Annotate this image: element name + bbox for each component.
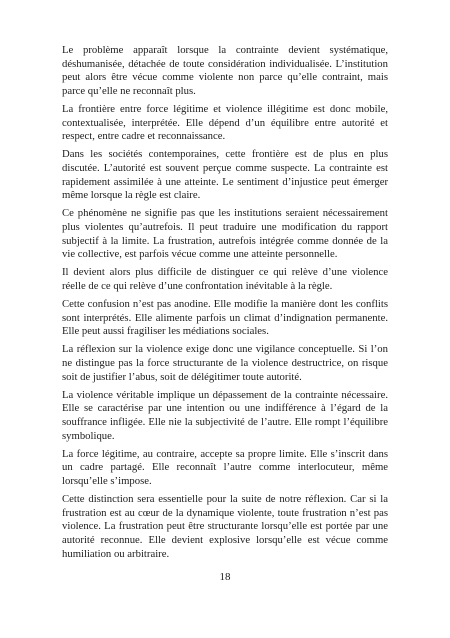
paragraph-7: La réflexion sur la violence exige donc une vigilance conceptuelle. Si l’on ne distingue pas la force structurante de la violence destructrice, on risque soit de justifier l’abus, soit de délégitimer toute autorité.: [62, 343, 388, 383]
page-number: 18: [219, 571, 231, 583]
paragraph-8: La violence véritable implique un dépassement de la contrainte nécessaire. Elle se caractérise par une intention ou une indifférence à l’égard de la souffrance infligée. Elle nie la subjectivité de l’autre. Elle rompt l’équilibre symbolique.: [62, 388, 388, 442]
paragraph-6: Cette confusion n’est pas anodine. Elle modifie la manière dont les conflits sont interprétés. Elle alimente parfois un climat d’indignation permanente. Elle peut aussi fragiliser les médiations sociales.: [62, 298, 388, 338]
paragraph-9: La force légitime, au contraire, accepte sa propre limite. Elle s’inscrit dans un cadre partagé. Elle reconnaît l’autre comme interlocuteur, même lorsqu’elle s’impose.: [62, 447, 388, 487]
paragraph-5: Il devient alors plus difficile de distinguer ce qui relève d’une violence réelle de ce qui relève d’une confrontation inévitable à la règle.: [62, 266, 388, 292]
paragraph-2: La frontière entre force légitime et violence illégitime est donc mobile, contextualisée, interprétée. Elle dépend d’un équilibre entre autorité et respect, entre cadre et reconnaissance.: [62, 102, 388, 143]
page-body: [62, 44, 388, 566]
paragraph-4: Ce phénomène ne signifie pas que les institutions seraient nécessairement plus violentes qu’autrefois. Il peut traduire une modification du rapport subjectif à la limite. La frustration, autrefois intégrée comme donnée de la vie collective, est parfois vécue comme une atteinte personnelle.: [62, 207, 388, 261]
paragraph-1: Le problème apparaît lorsque la contrainte devient systématique, déshumanisée, détachée de toute considération individualisée. L’institution peut alors être vécue comme violente non parce qu’elle contraint, mais parce qu’elle ne reconnaît plus.: [62, 44, 388, 97]
paragraph-10: Cette distinction sera essentielle pour la suite de notre réflexion. Car si la frustration est au cœur de la dynamique violente, toute frustration n’est pas violence. La frustration peut être structurante lorsqu’elle est portée par une autorité reconnue. Elle devient explosive lorsqu’elle est vécue comme humiliation ou arbitraire.: [62, 493, 388, 560]
paragraph-3: Dans les sociétés contemporaines, cette frontière est de plus en plus discutée. L’autorité est souvent perçue comme suspecte. La contrainte est rapidement assimilée à une atteinte. Le sentiment d’injustice peut émerger même lorsque la règle est claire.: [62, 148, 388, 202]
